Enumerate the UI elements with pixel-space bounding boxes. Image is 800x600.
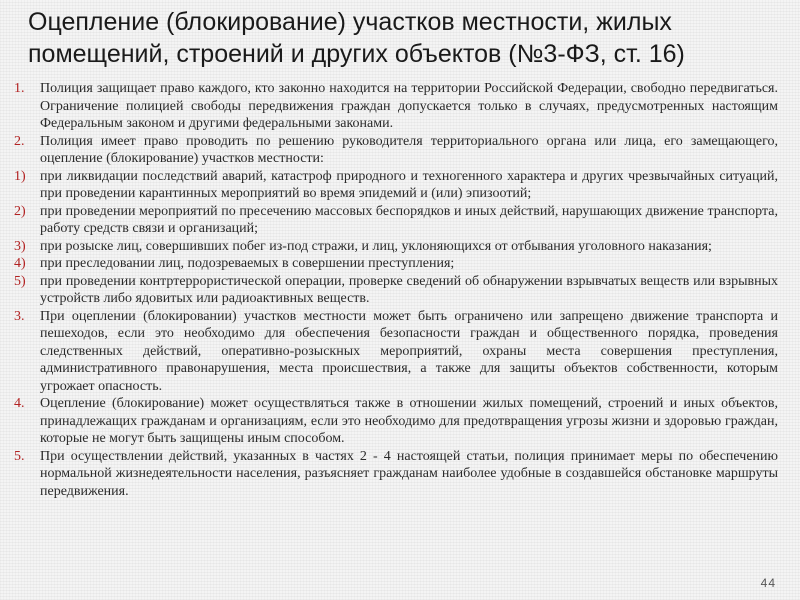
list-marker: 3) xyxy=(14,238,26,254)
list-item-sub-5 xyxy=(14,273,778,308)
list-marker: 4. xyxy=(14,396,25,411)
list-item-text: при преследовании лиц, подозреваемых в совершении преступления; xyxy=(40,256,455,271)
list-item-text: при розыске лиц, совершивших побег из-под стражи, и лиц, уклоняющихся от отбывания уголовного наказания; xyxy=(40,238,712,254)
list-item-part-1 xyxy=(14,80,778,133)
list-item-text: Полиция защищает право каждого, кто законно находится на территории Российской Федерации, свободно передвигаться. Ограничение полицией свободы передвижения граждан допускается только в случаях, предусмотренных настоящим Федеральным законом и другими федеральными законами. xyxy=(40,81,778,131)
list-marker: 5. xyxy=(14,448,25,464)
slide-title: Оцепление (блокирование) участков местности, жилых помещений, строений и других объектов (№3-ФЗ, ст. 16) xyxy=(28,8,685,68)
list-item-sub-1 xyxy=(14,168,778,203)
list-item-text: Оцепление (блокирование) может осуществляться также в отношении жилых помещений, строений и иных объектов, принадлежащих гражданам и организациям, если это необходимо для предотвращения угрозы жизни и здоровью граждан, которые не могут быть защищены иным способом. xyxy=(40,396,778,446)
list-item-part-3 xyxy=(14,308,778,396)
list-item-text: при проведении контртеррористической операции, проверке сведений об обнаружении взрывчатых веществ или взрывных устройств либо ядовитых или радиоактивных веществ. xyxy=(40,273,778,306)
list-item-part-2 xyxy=(14,133,778,168)
list-marker: 3. xyxy=(14,308,25,324)
list-item-part-5 xyxy=(14,448,778,501)
list-item-part-4 xyxy=(14,395,778,448)
list-marker: 2) xyxy=(14,203,26,219)
list-item-sub-3 xyxy=(14,238,778,256)
list-item-text: При оцеплении (блокировании) участков местности может быть ограничено или запрещено движение транспорта и пешеходов, если это необходимо для обеспечения безопасности граждан и общественного порядка, проведения следственных действий, оперативно-розыскных мероприятий, охраны места совершения преступления, административного правонарушения, места происшествия, а также для защиты объектов собственности, которым угрожает опасность. xyxy=(40,308,778,394)
list-item-text: Полиция имеет право проводить по решению руководителя территориального органа или лица, его замещающего, оцепление (блокирование) участков местности: xyxy=(40,133,778,166)
list-marker: 4) xyxy=(14,256,26,271)
list-item-sub-2 xyxy=(14,203,778,238)
list-marker: 5) xyxy=(14,273,26,289)
list-item-text: при проведении мероприятий по пресечению массовых беспорядков и иных действий, нарушающих движение транспорта, работу средств связи и организаций; xyxy=(40,203,778,236)
page-number: 44 xyxy=(760,576,776,590)
list-item-sub-4 xyxy=(14,255,778,273)
list-marker: 2. xyxy=(14,133,25,149)
article-text xyxy=(14,80,778,500)
list-marker: 1. xyxy=(14,81,25,96)
list-item-text: при ликвидации последствий аварий, катастроф природного и техногенного характера и других чрезвычайных ситуаций, при проведении карантинных мероприятий во время эпидемий и (или) эпизоотий; xyxy=(40,168,778,201)
list-marker: 1) xyxy=(14,168,26,184)
list-item-text: При осуществлении действий, указанных в частях 2 - 4 настоящей статьи, полиция принимает меры по обеспечению нормальной жизнедеятельности населения, разъясняет гражданам наиболее удобные в создавшейся обстановке маршруты передвижения. xyxy=(40,448,778,499)
